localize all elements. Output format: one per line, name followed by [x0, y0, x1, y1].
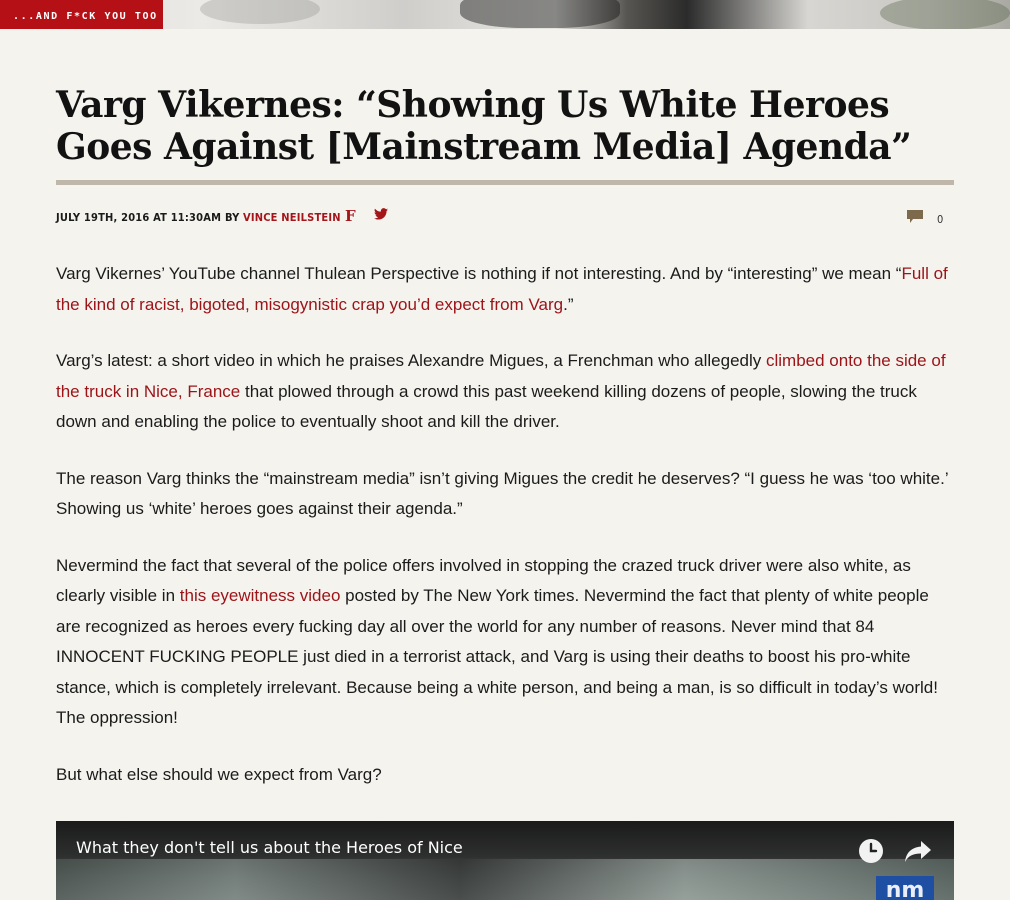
byline-label: BY [225, 211, 240, 224]
paragraph: Varg’s latest: a short video in which he praises Alexandre Migues, a Frenchman who allegedly climbed onto the side of the truck in Nice, France that plowed through a crowd this past weekend killing dozens of people, slowing the truck down and enabling the police to eventually shoot and kill the driver. [56, 351, 946, 431]
hero-image-strip [0, 0, 1010, 29]
clock-icon[interactable] [858, 838, 884, 864]
paragraph: But what else should we expect from Varg? [56, 764, 382, 784]
hero-image-detail [460, 0, 620, 28]
share-icon[interactable] [904, 839, 932, 863]
article-link[interactable]: climbed onto the side of the truck in Nice [56, 351, 946, 401]
publish-date: JULY 19TH, 2016 AT 11:30AM [56, 211, 222, 224]
facebook-icon[interactable]: F [345, 207, 356, 225]
article [56, 84, 954, 816]
paragraph: Nevermind the fact that several of the police offers involved in stopping the crazed truck driver were also white, as clearly visible in this eyewitness video posted by The New York times. Nevermind the fact that plenty of white people are recognized as heroes every fucking day all over the world for any number of reasons. Never mind that 84 INNOCENT FUCKING PEOPLE just died in a terrorist attack, and Varg is using their deaths to boost his pro-white stance, which is completely irrelevant. Because being a white person, and being a man, is so difficult in today’s world! The oppression! [56, 555, 938, 727]
video-thumbnail [56, 859, 954, 900]
channel-logo: nm [876, 876, 934, 900]
comment-icon[interactable] [907, 210, 923, 224]
hero-image-detail [880, 0, 1010, 29]
hero-image-detail [200, 0, 320, 24]
embedded-video[interactable] [56, 821, 954, 900]
paragraph: The reason Varg thinks the “mainstream media” isn’t giving Migues the credit he deserves? “I guess he was ‘too white.’ Showing us ‘white’ heroes goes against their agenda.” [56, 468, 948, 518]
author-link[interactable]: VINCE NEILSTEIN [243, 211, 341, 224]
article-link[interactable]: , [177, 381, 188, 401]
twitter-icon[interactable] [374, 208, 388, 220]
article-body [56, 259, 954, 790]
paragraph: Varg Vikernes’ YouTube channel Thulean Perspective is nothing if not interesting. And by “interesting” we mean “Full of the kind of racist, bigoted, misogynistic crap you’d expect from Varg.” [56, 264, 948, 314]
comment-count[interactable]: 0 [937, 213, 944, 226]
video-title[interactable]: What they don't tell us about the Heroes of Nice [76, 838, 463, 857]
article-meta [56, 207, 954, 237]
article-link[interactable]: this eyewitness video [179, 586, 341, 605]
article-link[interactable]: France [187, 381, 241, 401]
article-title: Varg Vikernes: “Showing Us White Heroes Goes Against [Mainstream Media] Agenda” [56, 84, 912, 168]
article-link[interactable]: Full of the kind of racist, bigoted, misogynistic crap you’d expect from Varg [56, 264, 948, 314]
site-tagline[interactable]: ...AND F*CK YOU TOO [0, 0, 163, 29]
title-divider [56, 180, 954, 185]
